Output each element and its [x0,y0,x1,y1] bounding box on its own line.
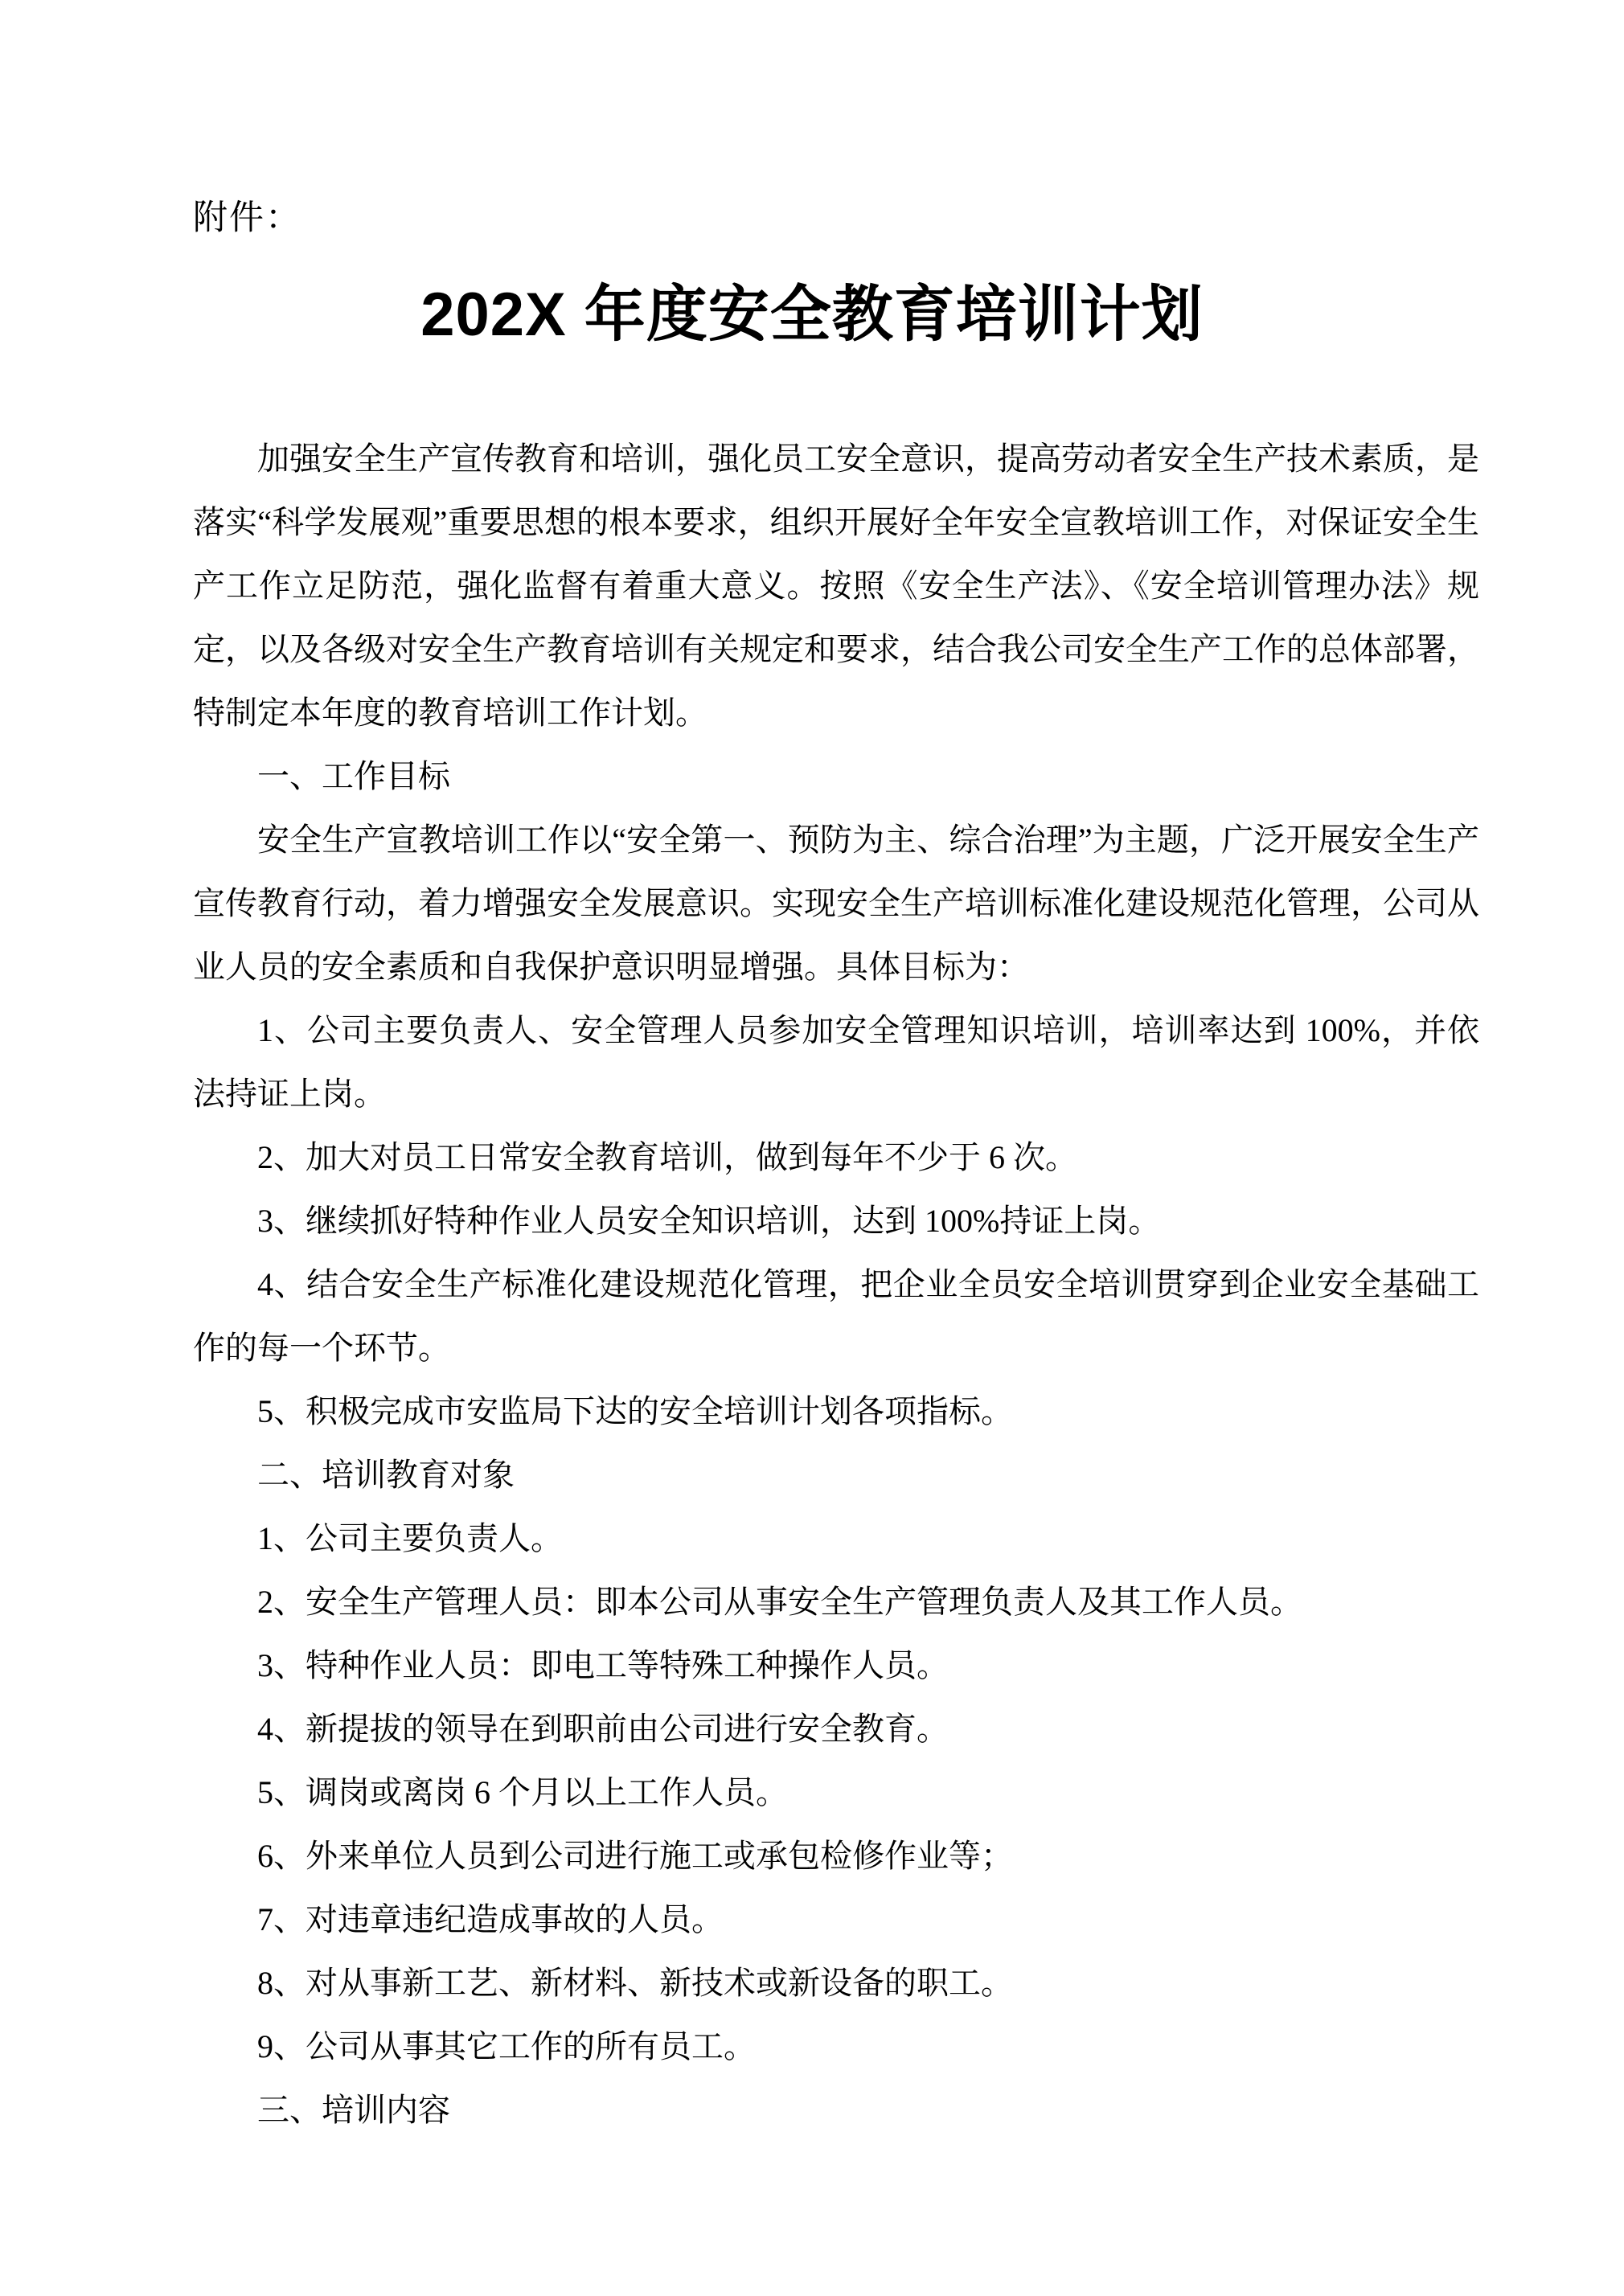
paragraph: 加强安全生产宣传教育和培训，强化员工安全意识，提高劳动者安全生产技术素质，是落实“科学发展观”重要思想的根本要求，组织开展好全年安全宣教培训工作，对保证安全生产工作立足防范，强化监督有着重大意义。按照《安全生产法》、《安全培训管理办法》规定，以及各级对安全生产教育培训有关规定和要求，结合我公司安全生产工作的总体部署，特制定本年度的教育培训工作计划。 [193,441,1479,731]
section-heading: 二、培训教育对象 [257,1457,515,1493]
paragraph: 5、调岗或离岗 6 个月以上工作人员。 [257,1774,788,1810]
paragraph: 4、新提拔的领导在到职前由公司进行安全教育。 [257,1711,949,1747]
attachment-label: 附件： [193,199,301,237]
paragraph: 2、安全生产管理人员：即本公司从事安全生产管理负责人及其工作人员。 [257,1584,1302,1620]
paragraph: 2、加大对员工日常安全教育培训，做到每年不少于 6 次。 [257,1139,1077,1175]
section-heading: 三、培训内容 [257,2092,450,2128]
paragraph: 5、积极完成市安监局下达的安全培训计划各项指标。 [257,1393,1013,1429]
paragraph: 1、公司主要负责人。 [257,1520,563,1556]
paragraph: 8、对从事新工艺、新材料、新技术或新设备的职工。 [257,1965,1013,2001]
paragraph: 4、结合安全生产标准化建设规范化管理，把企业全员安全培训贯穿到企业安全基础工作的每一个环节。 [193,1266,1479,1366]
document-title: 202X 年度安全教育培训计划 [420,281,1204,349]
document-body [193,427,1479,2142]
paragraph: 安全生产宣教培训工作以“安全第一、预防为主、综合治理”为主题，广泛开展安全生产宣传教育行动，着力增强安全发展意识。实现安全生产培训标准化建设规范化管理，公司从业人员的安全素质和自我保护意识明显增强。具体目标为： [193,822,1479,985]
paragraph: 6、外来单位人员到公司进行施工或承包检修作业等； [257,1838,1013,1874]
paragraph: 9、公司从事其它工作的所有员工。 [257,2028,756,2064]
paragraph: 3、特种作业人员：即电工等特殊工种操作人员。 [257,1647,949,1683]
paragraph: 3、继续抓好特种作业人员安全知识培训，达到 100%持证上岗。 [257,1203,1161,1239]
section-heading: 一、工作目标 [257,758,450,794]
paragraph: 7、对违章违纪造成事故的人员。 [257,1901,724,1937]
paragraph: 1、公司主要负责人、安全管理人员参加安全管理知识培训，培训率达到 100%，并依法持证上岗。 [193,1012,1479,1112]
